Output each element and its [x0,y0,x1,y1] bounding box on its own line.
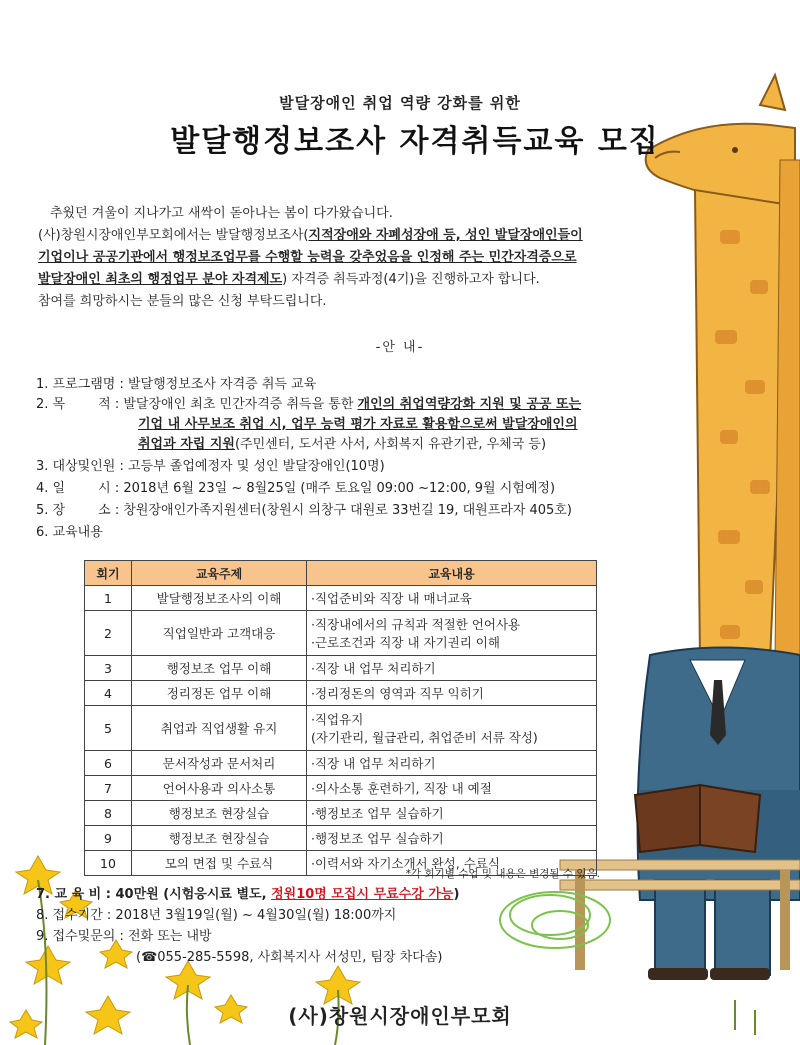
topic-cell: 언어사용과 의사소통 [132,776,307,801]
content-line: ·직장 내 업무 처리하기 [311,661,436,676]
session-cell: 8 [85,801,132,826]
info-emphasis: 취업과 자립 지원 [138,437,235,452]
content-line: ·직장내에서의 규칙과 적절한 언어사용 [311,617,521,632]
session-cell: 3 [85,656,132,681]
contact-line: (☎055-285-5598, 사회복지사 서성민, 팀장 차다솜) [136,950,443,965]
info-item-purpose [36,395,636,415]
content-line: ·직업유지 [311,712,364,727]
intro-line-4 [38,269,638,291]
intro-text: ) 자격증 취득과정(4기)을 진행하고자 합니다. [282,272,540,287]
info-label: 7. 교 육 비 : [36,887,116,902]
session-cell: 9 [85,826,132,851]
info-emphasis: 기업 내 사무보조 취업 시, 업무 능력 평가 자료로 활용함으로써 발달장애인의 [138,417,578,432]
table-row [85,656,597,681]
table-row [85,801,597,826]
table-row [85,751,597,776]
info-item-program [36,375,636,395]
content-line: ·직업준비와 직장 내 매너교육 [311,591,472,606]
info-list [36,375,636,543]
topic-cell: 발달행정보조사의 이해 [132,586,307,611]
info-value: 40만원 (시험응시료 별도, [115,887,272,902]
info-label: 1. 프로그램명 : [36,377,128,392]
content-cell [307,586,597,611]
intro-emphasis: 발달장애인 최초의 행정업무 분야 자격제도 [38,272,283,287]
intro-emphasis: 지적장애와 자폐성장애 등, 성인 발달장애인들이 [308,228,583,243]
content-line: ·정리정돈의 영역과 직무 익히기 [311,686,484,701]
content-line: ·행정보조 업무 실습하기 [311,831,444,846]
topic-cell: 취업과 직업생활 유지 [132,706,307,751]
info-item-fee [36,884,656,905]
session-cell: 2 [85,611,132,656]
topic-cell: 정리정돈 업무 이해 [132,681,307,706]
info-label: 2. 목 적 : [36,397,124,412]
session-cell: 5 [85,706,132,751]
content-line: ·근로조건과 직장 내 자기권리 이해 [311,635,500,650]
session-cell: 10 [85,851,132,876]
info-value: 발달장애인 최초 민간자격증 취득을 통한 [123,397,358,412]
content-line: (자기관리, 월급관리, 취업준비 서류 작성) [311,730,538,745]
info-item-place [36,501,636,521]
organization-name: (사)창원시장애인부모회 [288,1004,512,1028]
table-row [85,706,597,751]
book-illustration [635,785,760,852]
session-cell: 1 [85,586,132,611]
table-note: *각 회기별 수업 및 내용은 변경될 수 있음. [405,868,600,880]
info-label: 4. 일 시 : [36,481,124,496]
column-header-session: 회기 [85,561,132,586]
table-row [85,776,597,801]
info-label: 6. 교육내용 [36,525,103,540]
footer-info [36,884,656,968]
table-row [85,611,597,656]
session-cell: 6 [85,751,132,776]
column-header-topic: 교육주제 [132,561,307,586]
giraffe-neck [695,160,800,660]
info-value: 전화 또는 내방 [127,929,212,944]
table-header-row [85,561,597,586]
table-row [85,826,597,851]
info-label: 8. 접수기간 : [36,908,116,923]
info-value: (주민센터, 도서관 사서, 사회복지 유관기관, 우체국 등) [234,437,547,452]
content-cell [307,706,597,751]
intro-line-2 [38,225,638,247]
content-line: ·직장 내 업무 처리하기 [311,756,436,771]
intro-line-1: 추웠던 겨울이 지나가고 새싹이 돋아나는 봄이 다가왔습니다. [50,206,393,221]
info-label: 5. 장 소 : [36,503,124,518]
info-item-curriculum [36,523,636,543]
info-label: 3. 대상및인원 : [36,459,128,474]
content-line: ·의사소통 훈련하기, 직장 내 예절 [311,781,492,796]
info-value: 창원장애인가족지원센터(창원시 의창구 대원로 33번길 19, 대원프라자 405호) [123,503,572,518]
content-line: ·이력서와 자기소개서 완성, 수료식 [311,856,500,871]
column-header-content: 교육내용 [307,561,597,586]
info-value: 고등부 졸업예정자 및 성인 발달장애인(10명) [127,459,385,474]
content-line: ·행정보조 업무 실습하기 [311,806,444,821]
info-item-period [36,905,656,926]
info-item-purpose-line3 [36,435,636,455]
intro-line-3 [38,247,638,269]
content-cell [307,656,597,681]
intro-line-5: 참여를 희망하시는 분들의 많은 신청 부탁드립니다. [38,294,327,309]
topic-cell: 행정보조 현장실습 [132,801,307,826]
content-cell [307,776,597,801]
content-cell [307,826,597,851]
page-subtitle: 발달장애인 취업 역량 강화를 위한 [279,94,521,112]
table-row [85,681,597,706]
content-cell [307,681,597,706]
info-item-inquiry [36,926,656,947]
content-cell [307,611,597,656]
intro-paragraph [38,203,638,313]
session-cell: 7 [85,776,132,801]
topic-cell: 직업일반과 고객대응 [132,611,307,656]
table-row [85,586,597,611]
topic-cell: 행정보조 업무 이해 [132,656,307,681]
info-emphasis: 개인의 취업역량강화 지원 및 공공 또는 [357,397,582,412]
info-value: ) [453,887,460,902]
info-item-purpose-line2 [36,415,636,435]
info-item-date [36,479,636,499]
free-tuition-highlight: 정원10명 모집시 무료수강 가능 [271,887,454,902]
curriculum-table [84,560,597,876]
topic-cell: 문서작성과 문서처리 [132,751,307,776]
info-value: 2018년 6월 23일 ~ 8월25일 (매주 토요일 09:00 ~12:00, 9월 시험예정) [123,481,556,496]
info-value: 2018년 3월19일(월) ~ 4월30일(월) 18:00까지 [115,908,397,923]
info-item-target [36,457,636,477]
topic-cell: 행정보조 현장실습 [132,826,307,851]
guide-heading: -안 내- [375,340,425,355]
info-label: 9. 접수및문의 : [36,929,128,944]
content-cell [307,751,597,776]
info-value: 발달행정보조사 자격증 취득 교육 [127,377,317,392]
topic-cell: 모의 면접 및 수료식 [132,851,307,876]
intro-text: (사)창원시장애인부모회에서는 발달행정보조사( [38,228,309,243]
page-title: 발달행정보조사 자격취득교육 모집 [170,124,660,159]
intro-emphasis: 기업이나 공공기관에서 행정보조업무를 수행할 능력을 갖추었음을 인정해 주는 민간자격증으로 [38,250,577,265]
content-cell [307,801,597,826]
session-cell: 4 [85,681,132,706]
